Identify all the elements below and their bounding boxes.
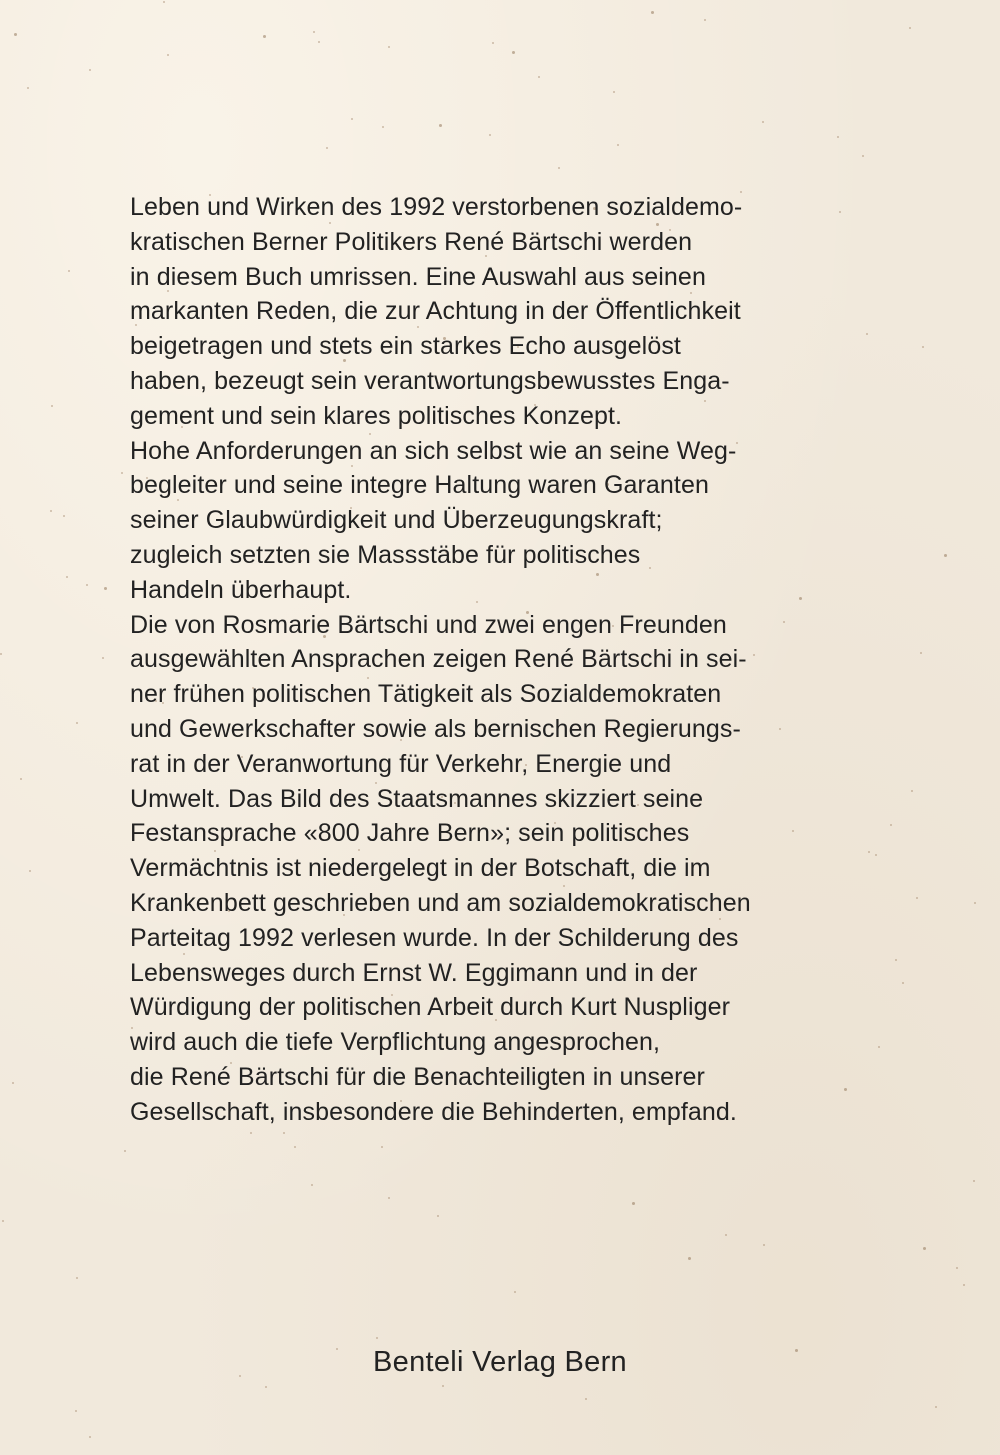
blurb-line: Gesellschaft, insbesondere die Behinderten, empfand.	[130, 1097, 737, 1126]
blurb-line: Würdigung der politischen Arbeit durch Kurt Nuspliger	[130, 993, 731, 1022]
paper-speck	[492, 42, 494, 44]
paper-speck	[762, 121, 764, 123]
paper-speck	[911, 790, 913, 792]
paper-speck	[963, 1284, 965, 1286]
paper-speck	[920, 652, 922, 654]
blurb-line: markanten Reden, die zur Achtung in der Öffentlichkeit	[130, 297, 741, 326]
paper-speck	[124, 1150, 126, 1152]
paper-speck	[725, 1234, 727, 1236]
paper-speck	[688, 1257, 691, 1260]
blurb-line: gement und sein klares politisches Konzept.	[130, 401, 623, 430]
paper-speck	[704, 19, 706, 21]
blurb-line: rat in der Veranwortung für Verkehr, Energie und	[130, 749, 672, 778]
blurb-line: Vermächtnis ist niedergelegt in der Botschaft, die im	[130, 854, 711, 883]
paper-speck	[326, 147, 328, 149]
blurb-line: ner frühen politischen Tätigkeit als Sozialdemokraten	[130, 680, 722, 709]
blurb-line: Handeln überhaupt.	[130, 575, 352, 604]
paper-speck	[973, 1180, 975, 1182]
paper-speck	[651, 11, 654, 14]
paper-speck	[916, 897, 918, 899]
paper-speck	[442, 1385, 444, 1387]
paper-speck	[617, 144, 619, 146]
paper-speck	[20, 778, 22, 780]
paper-speck	[313, 31, 315, 33]
blurb-line: in diesem Buch umrissen. Eine Auswahl aus seinen	[130, 262, 706, 291]
paper-speck	[895, 959, 897, 961]
blurb-line: die René Bärtschi für die Benachteiligten in unserer	[130, 1062, 705, 1091]
paper-speck	[63, 515, 65, 517]
paper-speck	[878, 1046, 880, 1048]
paper-speck	[538, 76, 540, 78]
paper-speck	[489, 134, 491, 136]
paper-speck	[167, 54, 169, 56]
paper-speck	[102, 657, 104, 659]
paper-speck	[2, 1220, 4, 1222]
paper-speck	[922, 346, 924, 348]
paper-speck	[50, 510, 52, 512]
blurb-line: seiner Glaubwürdigkeit und Überzeugungskraft;	[130, 506, 663, 535]
paper-speck	[86, 584, 88, 586]
blurb-line: zugleich setzten sie Massstäbe für politisches	[130, 540, 641, 569]
paper-speck	[75, 1410, 77, 1412]
paper-speck	[935, 1406, 937, 1408]
blurb-line: Hohe Anforderungen an sich selbst wie an seine Weg-	[130, 436, 737, 465]
publisher-imprint: Benteli Verlag Bern	[373, 1346, 627, 1378]
paper-speck	[376, 1337, 378, 1339]
blurb-line: begleiter und seine integre Haltung waren Garanten	[130, 471, 709, 500]
paper-speck	[514, 1291, 516, 1293]
paper-speck	[51, 405, 53, 407]
blurb-line: Festansprache «800 Jahre Bern»; sein politisches	[130, 819, 690, 848]
paper-speck	[763, 1244, 765, 1246]
paper-speck	[558, 167, 560, 169]
blurb-line: haben, bezeugt sein verantwortungsbewusstes Enga-	[130, 366, 730, 395]
blurb-line: und Gewerkschafter sowie als bernischen Regierungs-	[130, 714, 741, 743]
paper-speck	[613, 91, 615, 93]
paper-speck	[974, 902, 976, 904]
paper-speck	[12, 1082, 14, 1084]
paper-speck	[862, 155, 864, 157]
paper-speck	[890, 824, 892, 826]
paper-speck	[512, 51, 515, 54]
blurb-line: Lebensweges durch Ernst W. Eggimann und in der	[130, 958, 698, 987]
paper-speck	[902, 982, 904, 984]
paper-speck	[875, 854, 877, 856]
paper-speck	[382, 126, 384, 128]
paper-speck	[66, 576, 68, 578]
blurb-line: Krankenbett geschrieben und am sozialdemokratischen	[130, 888, 751, 917]
blurb-line: Parteitag 1992 verlesen wurde. In der Schilderung des	[130, 923, 739, 952]
paper-speck	[318, 41, 320, 43]
paper-speck	[388, 1197, 390, 1199]
paper-speck	[439, 124, 442, 127]
paper-speck	[76, 1277, 78, 1279]
paper-speck	[437, 1215, 439, 1217]
paper-speck	[381, 1146, 383, 1148]
paper-speck	[351, 118, 353, 120]
paper-speck	[311, 1184, 313, 1186]
paper-speck	[68, 270, 70, 272]
paper-speck	[27, 87, 29, 89]
blurb-line: kratischen Berner Politikers René Bärtschi werden	[130, 227, 693, 256]
blurb-line: wird auch die tiefe Verpflichtung angesprochen,	[130, 1028, 661, 1057]
paper-speck	[14, 33, 17, 36]
paper-speck	[29, 870, 31, 872]
paper-speck	[956, 1267, 958, 1269]
paper-speck	[944, 554, 947, 557]
blurb-line: Leben und Wirken des 1992 verstorbenen sozialdemo-	[130, 193, 743, 221]
blurb-line: beigetragen und stets ein starkes Echo ausgelöst	[130, 332, 681, 361]
blurb-line: Die von Rosmarie Bärtschi und zwei engen Freunden	[130, 610, 727, 639]
paper-speck	[265, 1386, 267, 1388]
paper-speck	[0, 653, 2, 655]
paper-speck	[89, 69, 91, 71]
paper-speck	[76, 722, 78, 724]
paper-speck	[263, 35, 266, 38]
paper-speck	[388, 46, 390, 48]
blurb-line: Umwelt. Das Bild des Staatsmannes skizziert seine	[130, 784, 704, 813]
paper-speck	[923, 1247, 926, 1250]
blurb-text	[130, 190, 870, 1130]
paper-speck	[294, 1146, 296, 1148]
paper-speck	[909, 27, 911, 29]
paper-speck	[121, 472, 123, 474]
blurb-line: ausgewählten Ansprachen zeigen René Bärtschi in sei-	[130, 645, 747, 674]
paper-speck	[89, 1436, 91, 1438]
paper-speck	[104, 587, 107, 590]
paper-speck	[163, 1, 165, 3]
paper-speck	[585, 1398, 587, 1400]
paper-speck	[837, 136, 839, 138]
paper-speck	[250, 1132, 252, 1134]
paper-speck	[632, 1202, 635, 1205]
paper-speck	[283, 1132, 285, 1134]
